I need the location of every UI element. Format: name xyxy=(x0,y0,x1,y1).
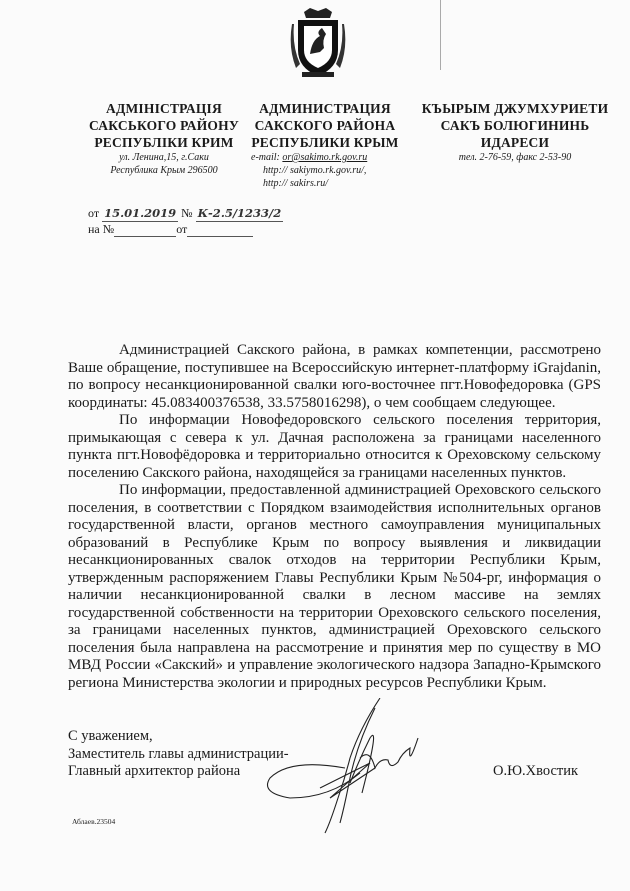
paragraph: По информации, предоставленной администрацией Ореховского сельского поселения, в соответствии с Порядком взаимодействия исполнительных органов государственной власти, органов местного самоуправления муниципальных образований в Республике Крым по вопросу выявления и ликвидации несанкционированных свалок отходов на территории Республики Крым, утвержденным распоряжением Главы Республики Крым №504-рг, информация о наличии несанкционированной свалки в лесном массиве на землях государственной собственности на территории Ореховского сельского поселения, за границами населенных пунктов, администрацией Ореховского сельского поселения была направлена на рассмотрение и принятия мер по существу в МО МВД России «Сакский» и управление экологического надзора Западно-Крымского региона Министерства экологии и природных ресурсов Республики Крым. xyxy=(68,482,601,691)
website-link[interactable]: http:// sakiymo.rk.gov.ru/, xyxy=(263,165,367,176)
header-ukrainian xyxy=(88,100,240,177)
email-label: e-mail: xyxy=(251,152,283,163)
document-number: К-2.5/1233/2 xyxy=(197,206,282,220)
signature-area xyxy=(68,728,601,858)
from-label: от xyxy=(88,206,100,220)
reply-date-blank xyxy=(187,224,253,237)
registration-block xyxy=(88,206,286,237)
phone-line: тел. 2-76-59, факс 2-53-90 xyxy=(458,152,572,163)
org-name-line: АДМІНІСТРАЦІЯ xyxy=(106,101,222,116)
position-line: Заместитель главы администрации- xyxy=(68,745,289,762)
website-link[interactable]: http:// sakirs.ru/ xyxy=(263,178,329,189)
email-link[interactable]: or@sakimo.rk.gov.ru xyxy=(282,152,368,163)
letter-body xyxy=(68,342,601,692)
header-crimean xyxy=(410,100,620,164)
org-name-line: КЪЫРЫМ ДЖУМХУРИЕТИ xyxy=(421,101,609,116)
address-line: Республика Крым 296500 xyxy=(110,165,218,176)
org-name-line: ИДАРЕСИ xyxy=(480,135,550,150)
org-name-line: САКСКОГО РАЙОНА xyxy=(254,118,396,133)
executor-note: Аблаев.23504 xyxy=(72,816,116,826)
document-date: 15.01.2019 xyxy=(104,206,177,220)
paragraph: По информации Новофедоровского сельского поселения территория, примыкающая с севера к ул. Дачная расположена за границами населенного пункта пгт.Новофёдоровка и территориально относится к Ореховскому сельскому поселению Сакского района, находящейся за границами населенных пунктов. xyxy=(68,412,601,481)
org-name-line: АДМИНИСТРАЦИЯ xyxy=(259,101,391,116)
address-line: ул. Ленина,15, г.Саки xyxy=(119,152,209,163)
signatory-name: О.Ю.Хвостик xyxy=(493,763,579,779)
header-russian xyxy=(245,100,405,190)
reply-from-label: от xyxy=(176,222,188,236)
reply-number-blank xyxy=(114,224,176,237)
number-label: № xyxy=(181,206,193,220)
closing-line: С уважением, xyxy=(68,728,153,744)
paragraph: Администрацией Сакского района, в рамках компетенции, рассмотрено Ваше обращение, поступившее на Всероссийскую интернет-платформу iGrajdanin, по вопросу несанкционированной свалки юго-восточнее пгт.Новофедоровка (GPS координаты: 45.083400376538, 33.5758016298), о чем сообщаем следующее. xyxy=(68,342,601,411)
org-name-line: РЕСПУБЛІКИ КРИМ xyxy=(94,135,234,150)
coat-of-arms-emblem xyxy=(290,6,346,82)
org-name-line: САКЪ БОЛЮГИНИНЬ xyxy=(440,118,590,133)
org-name-line: САКСЬКОГО РАЙОНУ xyxy=(89,118,239,133)
org-name-line: РЕСПУБЛИКИ КРЫМ xyxy=(251,135,399,150)
reply-number-label: на № xyxy=(88,222,115,236)
scan-artifact-line xyxy=(440,0,441,70)
letter-content xyxy=(68,342,601,858)
position-line: Главный архитектор района xyxy=(68,763,241,779)
